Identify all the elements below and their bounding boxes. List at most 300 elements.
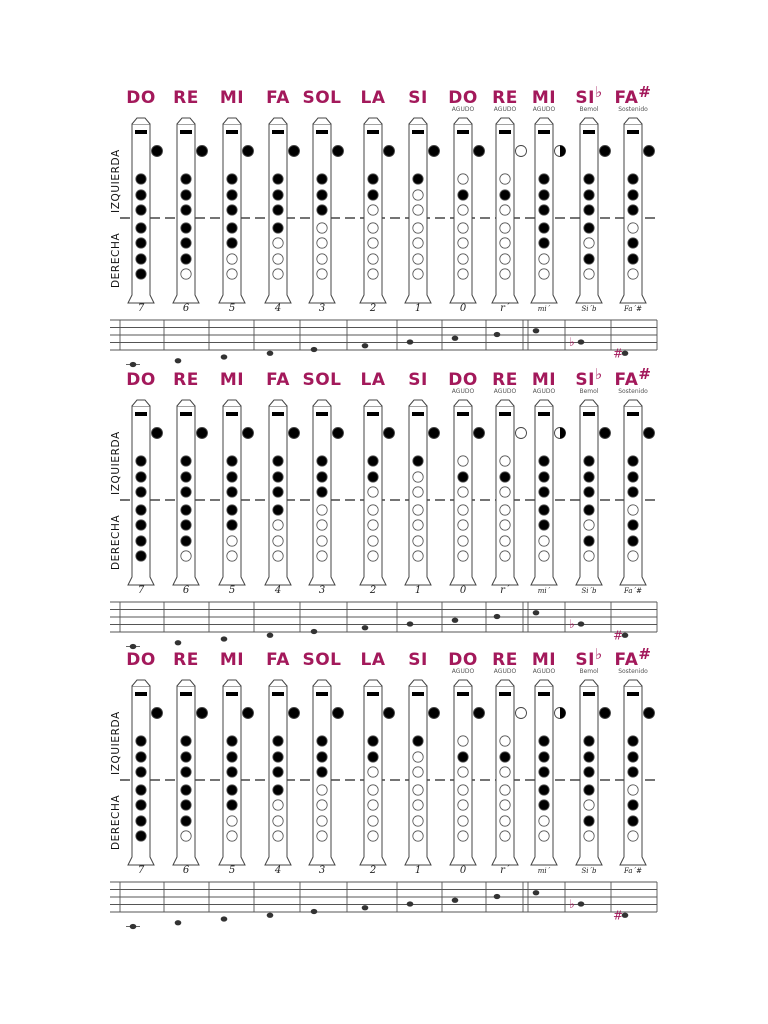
window-mark — [316, 412, 328, 416]
note-name: DO — [448, 370, 478, 390]
left-hand-label: IZQUIERDA — [110, 149, 122, 213]
staff-note — [221, 354, 228, 359]
finger-hole — [317, 505, 327, 515]
thumb-hole — [333, 146, 344, 157]
thumb-hole — [474, 708, 485, 719]
note-name: MI — [531, 370, 557, 390]
note-number: 3 — [318, 585, 326, 596]
note-number: mi´ — [537, 305, 551, 313]
finger-hole — [273, 831, 283, 841]
thumb-hole — [516, 428, 527, 439]
finger-hole — [458, 551, 468, 561]
finger-hole — [539, 254, 549, 264]
recorder-mouthpiece — [624, 400, 642, 406]
finger-hole — [539, 785, 549, 795]
finger-hole — [413, 505, 423, 515]
finger-hole — [413, 254, 423, 264]
fingering-block — [0, 645, 768, 930]
recorder-column — [576, 118, 611, 313]
recorder-column — [620, 400, 655, 595]
finger-hole — [500, 736, 510, 746]
finger-hole — [368, 205, 378, 215]
finger-hole — [458, 487, 468, 497]
recorder-column — [219, 680, 254, 876]
finger-hole — [273, 816, 283, 826]
finger-hole — [628, 205, 638, 215]
note-number: 4 — [274, 585, 282, 596]
thumb-hole — [243, 428, 254, 439]
thumb-hole — [516, 146, 527, 157]
note-name: FA — [266, 370, 290, 390]
fingering-block — [0, 365, 768, 650]
finger-hole — [368, 223, 378, 233]
recorder-mouthpiece — [496, 400, 514, 406]
recorder-mouthpiece — [313, 680, 331, 686]
finger-hole — [539, 223, 549, 233]
note-name: RE — [492, 650, 518, 670]
finger-hole — [500, 536, 510, 546]
staff-note — [578, 339, 585, 344]
finger-hole — [628, 174, 638, 184]
finger-hole — [273, 767, 283, 777]
finger-hole — [539, 174, 549, 184]
finger-hole — [458, 190, 468, 200]
note-name: MI — [219, 88, 245, 108]
staff-note — [311, 629, 318, 634]
recorder-mouthpiece — [535, 118, 553, 124]
finger-hole — [628, 831, 638, 841]
note-sublabel: AGUDO — [532, 668, 556, 675]
recorder-column — [265, 400, 300, 596]
recorder-column — [265, 118, 300, 314]
staff-note — [175, 358, 182, 363]
finger-hole — [413, 767, 423, 777]
finger-hole — [628, 752, 638, 762]
window-mark — [367, 130, 379, 134]
finger-hole — [227, 254, 237, 264]
recorder-column — [405, 680, 440, 876]
recorder-mouthpiece — [409, 400, 427, 406]
finger-hole — [500, 816, 510, 826]
finger-hole — [413, 238, 423, 248]
finger-hole — [628, 456, 638, 466]
finger-hole — [136, 536, 146, 546]
finger-hole — [413, 785, 423, 795]
finger-hole — [628, 800, 638, 810]
window-mark — [499, 692, 511, 696]
finger-hole — [317, 174, 327, 184]
finger-hole — [181, 205, 191, 215]
recorder-column — [173, 118, 208, 314]
note-name: SOL — [302, 88, 342, 108]
finger-hole — [539, 205, 549, 215]
finger-hole — [458, 223, 468, 233]
recorder-mouthpiece — [624, 118, 642, 124]
recorder-column — [360, 680, 395, 876]
finger-hole — [584, 223, 594, 233]
thumb-hole — [384, 708, 395, 719]
finger-hole — [368, 269, 378, 279]
recorder-mouthpiece — [580, 400, 598, 406]
finger-hole — [500, 800, 510, 810]
window-mark — [583, 130, 595, 134]
accidental-symbol: ♭ — [595, 365, 603, 383]
recorder-mouthpiece — [269, 400, 287, 406]
finger-hole — [181, 831, 191, 841]
recorder-mouthpiece — [496, 680, 514, 686]
note-name: DO — [126, 88, 156, 108]
finger-hole — [413, 831, 423, 841]
note-name: FA — [614, 370, 639, 390]
staff-note — [533, 890, 540, 895]
finger-hole — [628, 736, 638, 746]
staff-note — [407, 901, 414, 906]
finger-hole — [181, 254, 191, 264]
window-mark — [180, 692, 192, 696]
finger-hole — [628, 520, 638, 530]
finger-hole — [181, 767, 191, 777]
note-sublabel: AGUDO — [532, 106, 556, 113]
note-name: SI — [408, 370, 428, 390]
finger-hole — [273, 800, 283, 810]
recorder-column — [128, 118, 163, 314]
thumb-hole — [243, 146, 254, 157]
staff-note — [578, 901, 585, 906]
finger-hole — [181, 174, 191, 184]
finger-hole — [181, 785, 191, 795]
note-number: 0 — [459, 585, 467, 596]
finger-hole — [628, 190, 638, 200]
finger-hole — [584, 238, 594, 248]
thumb-hole — [429, 708, 440, 719]
window-mark — [180, 130, 192, 134]
recorder-column — [309, 400, 344, 596]
finger-hole — [500, 456, 510, 466]
finger-hole — [458, 254, 468, 264]
finger-hole — [458, 752, 468, 762]
thumb-hole — [600, 146, 611, 157]
recorder-column — [492, 680, 527, 876]
finger-hole — [539, 487, 549, 497]
note-name: DO — [448, 88, 478, 108]
finger-hole — [413, 487, 423, 497]
finger-hole — [584, 831, 594, 841]
finger-hole — [458, 505, 468, 515]
note-name: SI — [408, 650, 428, 670]
note-name: RE — [173, 88, 199, 108]
finger-hole — [317, 487, 327, 497]
window-mark — [412, 692, 424, 696]
finger-hole — [181, 752, 191, 762]
note-name: RE — [173, 370, 199, 390]
finger-hole — [539, 767, 549, 777]
finger-hole — [227, 205, 237, 215]
thumb-hole — [516, 708, 527, 719]
left-hand-label: IZQUIERDA — [110, 711, 122, 775]
finger-hole — [227, 190, 237, 200]
note-number: 7 — [137, 303, 145, 314]
finger-hole — [227, 269, 237, 279]
staff-accidental: ♭ — [569, 617, 575, 631]
recorder-column — [450, 400, 485, 596]
window-mark — [499, 412, 511, 416]
thumb-hole — [429, 428, 440, 439]
finger-hole — [227, 816, 237, 826]
note-name: DO — [448, 650, 478, 670]
finger-hole — [227, 487, 237, 497]
fingering-diagram — [0, 370, 768, 650]
finger-hole — [584, 205, 594, 215]
finger-hole — [136, 831, 146, 841]
thumb-hole — [243, 708, 254, 719]
staff-note — [175, 640, 182, 645]
finger-hole — [227, 536, 237, 546]
finger-hole — [136, 238, 146, 248]
thumb-hole — [289, 428, 300, 439]
finger-hole — [413, 752, 423, 762]
note-number: r´ — [500, 303, 510, 314]
finger-hole — [317, 190, 327, 200]
window-mark — [583, 412, 595, 416]
finger-hole — [317, 472, 327, 482]
window-mark — [412, 412, 424, 416]
finger-hole — [317, 551, 327, 561]
note-name: SI — [408, 88, 428, 108]
finger-hole — [273, 752, 283, 762]
finger-hole — [136, 551, 146, 561]
window-mark — [135, 412, 147, 416]
recorder-column — [450, 118, 485, 314]
note-number: 1 — [414, 303, 422, 314]
recorder-mouthpiece — [223, 118, 241, 124]
finger-hole — [413, 174, 423, 184]
finger-hole — [584, 254, 594, 264]
recorder-column — [405, 400, 440, 596]
finger-hole — [628, 254, 638, 264]
finger-hole — [500, 785, 510, 795]
finger-hole — [500, 520, 510, 530]
fingering-diagram — [0, 650, 768, 930]
staff-note — [494, 894, 501, 899]
window-mark — [538, 130, 550, 134]
finger-hole — [413, 456, 423, 466]
recorder-column — [309, 118, 344, 314]
finger-hole — [227, 520, 237, 530]
finger-hole — [539, 238, 549, 248]
note-name: MI — [531, 650, 557, 670]
staff-note — [533, 610, 540, 615]
finger-hole — [628, 269, 638, 279]
window-mark — [583, 692, 595, 696]
recorder-mouthpiece — [313, 118, 331, 124]
note-name: SOL — [302, 370, 342, 390]
recorder-column — [360, 400, 395, 596]
note-name: RE — [492, 88, 518, 108]
finger-hole — [136, 190, 146, 200]
accidental-symbol: # — [638, 645, 652, 663]
note-name: SI — [575, 370, 595, 390]
finger-hole — [368, 816, 378, 826]
note-sublabel: Sostenido — [618, 388, 648, 395]
recorder-column — [531, 118, 566, 313]
finger-hole — [181, 472, 191, 482]
finger-hole — [539, 520, 549, 530]
thumb-hole — [152, 428, 163, 439]
note-number: 0 — [459, 303, 467, 314]
finger-hole — [317, 238, 327, 248]
staff-note — [362, 343, 369, 348]
recorder-column — [405, 118, 440, 314]
recorder-column — [576, 400, 611, 595]
note-sublabel: AGUDO — [451, 388, 475, 395]
note-number: 6 — [182, 585, 190, 596]
finger-hole — [136, 205, 146, 215]
window-mark — [499, 130, 511, 134]
finger-hole — [273, 505, 283, 515]
finger-hole — [136, 505, 146, 515]
recorder-mouthpiece — [132, 400, 150, 406]
finger-hole — [181, 816, 191, 826]
recorder-mouthpiece — [177, 680, 195, 686]
note-number: Si´b — [581, 305, 597, 313]
finger-hole — [413, 800, 423, 810]
finger-hole — [584, 520, 594, 530]
finger-hole — [584, 816, 594, 826]
staff-note — [494, 332, 501, 337]
thumb-hole — [289, 708, 300, 719]
note-name: RE — [173, 650, 199, 670]
finger-hole — [181, 551, 191, 561]
finger-hole — [458, 238, 468, 248]
finger-hole — [181, 505, 191, 515]
finger-hole — [500, 190, 510, 200]
accidental-symbol: # — [638, 83, 652, 101]
thumb-hole — [333, 428, 344, 439]
finger-hole — [458, 456, 468, 466]
finger-hole — [628, 785, 638, 795]
finger-hole — [500, 205, 510, 215]
finger-hole — [539, 536, 549, 546]
note-number: Fa´# — [624, 305, 642, 313]
recorder-column — [531, 400, 566, 595]
accidental-symbol: ♭ — [595, 83, 603, 101]
staff-note — [494, 614, 501, 619]
recorder-mouthpiece — [177, 400, 195, 406]
finger-hole — [136, 269, 146, 279]
window-mark — [226, 412, 238, 416]
note-name: RE — [492, 370, 518, 390]
staff-note — [578, 621, 585, 626]
recorder-column — [360, 118, 395, 314]
finger-hole — [273, 223, 283, 233]
staff-note — [407, 621, 414, 626]
finger-hole — [317, 205, 327, 215]
note-sublabel: Sostenido — [618, 106, 648, 113]
finger-hole — [500, 174, 510, 184]
finger-hole — [136, 174, 146, 184]
left-hand-label: IZQUIERDA — [110, 431, 122, 495]
finger-hole — [317, 752, 327, 762]
finger-hole — [584, 752, 594, 762]
staff-note — [362, 905, 369, 910]
finger-hole — [368, 752, 378, 762]
finger-hole — [368, 800, 378, 810]
finger-hole — [539, 505, 549, 515]
note-number: Fa´# — [624, 867, 642, 875]
thumb-hole — [152, 708, 163, 719]
finger-hole — [368, 472, 378, 482]
note-number: Fa´# — [624, 587, 642, 595]
thumb-hole — [384, 146, 395, 157]
finger-hole — [500, 269, 510, 279]
finger-hole — [227, 831, 237, 841]
note-number: 5 — [228, 303, 236, 314]
window-mark — [180, 412, 192, 416]
staff-note — [221, 636, 228, 641]
finger-hole — [273, 736, 283, 746]
recorder-mouthpiece — [580, 680, 598, 686]
recorder-column — [219, 400, 254, 596]
finger-hole — [317, 736, 327, 746]
thumb-hole-half — [560, 708, 566, 719]
note-name: FA — [266, 88, 290, 108]
finger-hole — [628, 816, 638, 826]
finger-hole — [539, 831, 549, 841]
finger-hole — [181, 456, 191, 466]
finger-hole — [628, 505, 638, 515]
staff-note — [311, 347, 318, 352]
note-number: 1 — [414, 585, 422, 596]
finger-hole — [273, 472, 283, 482]
finger-hole — [500, 254, 510, 264]
finger-hole — [136, 254, 146, 264]
staff-note — [452, 336, 459, 341]
note-sublabel: AGUDO — [451, 668, 475, 675]
note-sublabel: AGUDO — [493, 106, 517, 113]
window-mark — [272, 692, 284, 696]
window-mark — [367, 412, 379, 416]
staff-accidental: # — [613, 346, 624, 361]
note-sublabel: Bemol — [579, 668, 599, 675]
recorder-column — [309, 680, 344, 876]
note-number: 4 — [274, 303, 282, 314]
recorder-column — [450, 680, 485, 876]
thumb-hole — [289, 146, 300, 157]
note-name: LA — [360, 370, 386, 390]
finger-hole — [539, 816, 549, 826]
accidental-symbol: # — [638, 365, 652, 383]
recorder-column — [128, 680, 163, 876]
finger-hole — [273, 190, 283, 200]
finger-hole — [273, 487, 283, 497]
finger-hole — [317, 831, 327, 841]
finger-hole — [628, 238, 638, 248]
finger-hole — [136, 752, 146, 762]
finger-hole — [368, 520, 378, 530]
finger-hole — [500, 487, 510, 497]
note-sublabel: AGUDO — [493, 668, 517, 675]
finger-hole — [500, 505, 510, 515]
window-mark — [538, 412, 550, 416]
recorder-mouthpiece — [496, 118, 514, 124]
note-sublabel: AGUDO — [493, 388, 517, 395]
recorder-mouthpiece — [409, 680, 427, 686]
finger-hole — [317, 536, 327, 546]
note-number: 6 — [182, 303, 190, 314]
note-number: 1 — [414, 865, 422, 876]
right-hand-label: DERECHA — [110, 514, 122, 570]
finger-hole — [458, 831, 468, 841]
